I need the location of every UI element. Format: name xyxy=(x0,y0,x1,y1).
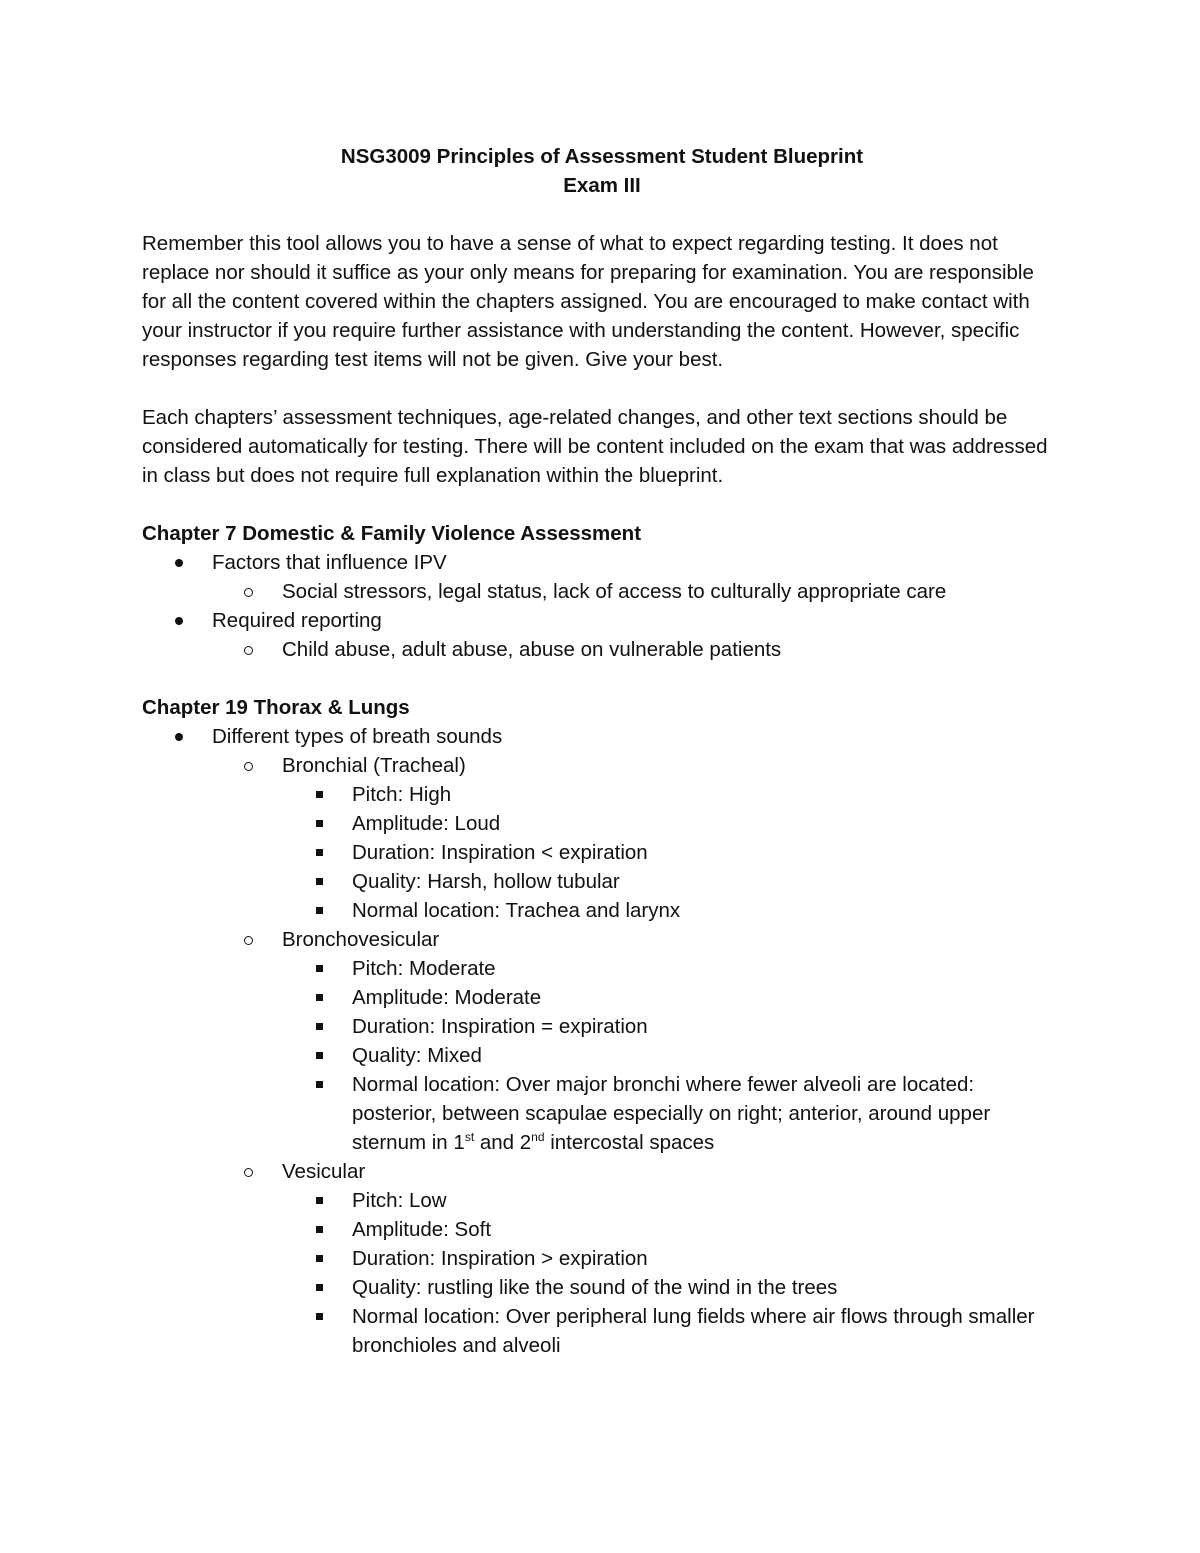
list-item-label: Amplitude: Loud xyxy=(352,812,501,835)
list-item xyxy=(282,1215,1062,1244)
list-item-label: Pitch: Low xyxy=(352,1189,447,1212)
list-item-label: Quality: Harsh, hollow tubular xyxy=(352,870,620,893)
list-item-label: Different types of breath sounds xyxy=(212,725,503,748)
bullet-circle-icon xyxy=(212,635,282,664)
bullet-square-icon xyxy=(282,954,352,983)
chapter-7-heading: Chapter 7 Domestic & Family Violence Assessment xyxy=(142,522,642,545)
list-item-label xyxy=(352,1073,990,1154)
list-item xyxy=(282,954,1062,983)
list-item xyxy=(282,983,1062,1012)
bullet-square-icon xyxy=(282,1302,352,1331)
chapter-19-heading: Chapter 19 Thorax & Lungs xyxy=(142,696,410,719)
list-item xyxy=(142,548,1062,606)
bullet-disc-icon xyxy=(142,606,212,635)
list-item xyxy=(282,1244,1062,1273)
list-item-label: Amplitude: Moderate xyxy=(352,986,542,1009)
list-item xyxy=(212,635,1062,664)
list-item xyxy=(142,606,1062,664)
list-item xyxy=(282,896,1062,925)
location-text-part: Normal location: Over major bronchi where fewer alveoli are located: posterior, between scapulae especially on right; anterior, around upper sternum in 1 xyxy=(352,1073,991,1154)
document-title: NSG3009 Principles of Assessment Student Blueprint xyxy=(340,145,864,168)
bullet-square-icon xyxy=(282,1012,352,1041)
location-text-part: intercostal spaces xyxy=(544,1131,715,1154)
list-item xyxy=(212,577,1062,606)
list-item-label: Normal location: Over peripheral lung fields where air flows through smaller bronchioles and alveoli xyxy=(352,1305,1035,1357)
bullet-square-icon xyxy=(282,1186,352,1215)
bullet-square-icon xyxy=(282,1273,352,1302)
list-item xyxy=(282,1012,1062,1041)
bullet-square-icon xyxy=(282,809,352,838)
chapter-7-list xyxy=(142,548,1062,664)
section-spacer xyxy=(142,664,1062,693)
list-item xyxy=(212,751,1062,925)
document-subtitle: Exam III xyxy=(563,174,641,197)
bullet-square-icon xyxy=(282,896,352,925)
list-item-label: Duration: Inspiration < expiration xyxy=(352,841,648,864)
list-item xyxy=(212,1157,1062,1360)
list-item-label: Duration: Inspiration = expiration xyxy=(352,1015,648,1038)
ordinal-suffix: nd xyxy=(531,1130,545,1144)
bullet-square-icon xyxy=(282,838,352,867)
bullet-disc-icon xyxy=(142,722,212,751)
list-item xyxy=(282,838,1062,867)
chapter-19-list xyxy=(142,722,1062,1360)
bullet-circle-icon xyxy=(212,925,282,954)
scope-paragraph: Each chapters’ assessment techniques, age-related changes, and other text sections should be considered automatically for testing. There will be content included on the exam that was addressed in class but does not require full explanation within the blueprint. xyxy=(142,406,1048,487)
list-item xyxy=(282,1041,1062,1070)
list-item-label: Factors that influence IPV xyxy=(212,551,447,574)
list-item xyxy=(282,1186,1062,1215)
list-item-label: Bronchial (Tracheal) xyxy=(282,754,466,777)
list-item xyxy=(282,1302,1062,1360)
list-item xyxy=(282,809,1062,838)
list-item-label: Pitch: Moderate xyxy=(352,957,496,980)
intro-paragraph: Remember this tool allows you to have a sense of what to expect regarding testing. It does not replace nor should it suffice as your only means for preparing for examination. You are responsible for all the content covered within the chapters assigned. You are encouraged to make contact with your instructor if you require further assistance with understanding the content. However, specific responses regarding test items will not be given. Give your best. xyxy=(142,232,1034,371)
list-item-label: Quality: Mixed xyxy=(352,1044,482,1067)
property-list xyxy=(282,954,1062,1157)
sub-list xyxy=(212,577,1062,606)
bullet-disc-icon xyxy=(142,548,212,577)
list-item xyxy=(282,1070,1062,1157)
list-item-label: Child abuse, adult abuse, abuse on vulnerable patients xyxy=(282,638,782,661)
bullet-circle-icon xyxy=(212,751,282,780)
bullet-square-icon xyxy=(282,1041,352,1070)
bullet-circle-icon xyxy=(212,1157,282,1186)
sub-list xyxy=(212,635,1062,664)
bullet-square-icon xyxy=(282,1244,352,1273)
list-item-label: Amplitude: Soft xyxy=(352,1218,492,1241)
list-item-label: Quality: rustling like the sound of the wind in the trees xyxy=(352,1276,838,1299)
document-content xyxy=(142,142,1062,1360)
bullet-square-icon xyxy=(282,1070,352,1099)
list-item xyxy=(282,1273,1062,1302)
bullet-square-icon xyxy=(282,983,352,1012)
ordinal-suffix: st xyxy=(464,1130,475,1144)
list-item-label: Vesicular xyxy=(282,1160,366,1183)
list-item-label: Duration: Inspiration > expiration xyxy=(352,1247,648,1270)
list-item-label: Required reporting xyxy=(212,609,382,632)
property-list xyxy=(282,780,1062,925)
bullet-circle-icon xyxy=(212,577,282,606)
list-item-label: Pitch: High xyxy=(352,783,452,806)
property-list xyxy=(282,1186,1062,1360)
list-item-label: Normal location: Trachea and larynx xyxy=(352,899,681,922)
location-text-part: and 2 xyxy=(474,1131,532,1154)
breath-sound-list xyxy=(212,751,1062,1360)
list-item xyxy=(142,722,1062,1360)
bullet-square-icon xyxy=(282,780,352,809)
bullet-square-icon xyxy=(282,1215,352,1244)
list-item-label: Bronchovesicular xyxy=(282,928,440,951)
list-item xyxy=(282,780,1062,809)
list-item xyxy=(212,925,1062,1157)
list-item-label: Social stressors, legal status, lack of access to culturally appropriate care xyxy=(282,580,947,603)
list-item xyxy=(282,867,1062,896)
bullet-square-icon xyxy=(282,867,352,896)
